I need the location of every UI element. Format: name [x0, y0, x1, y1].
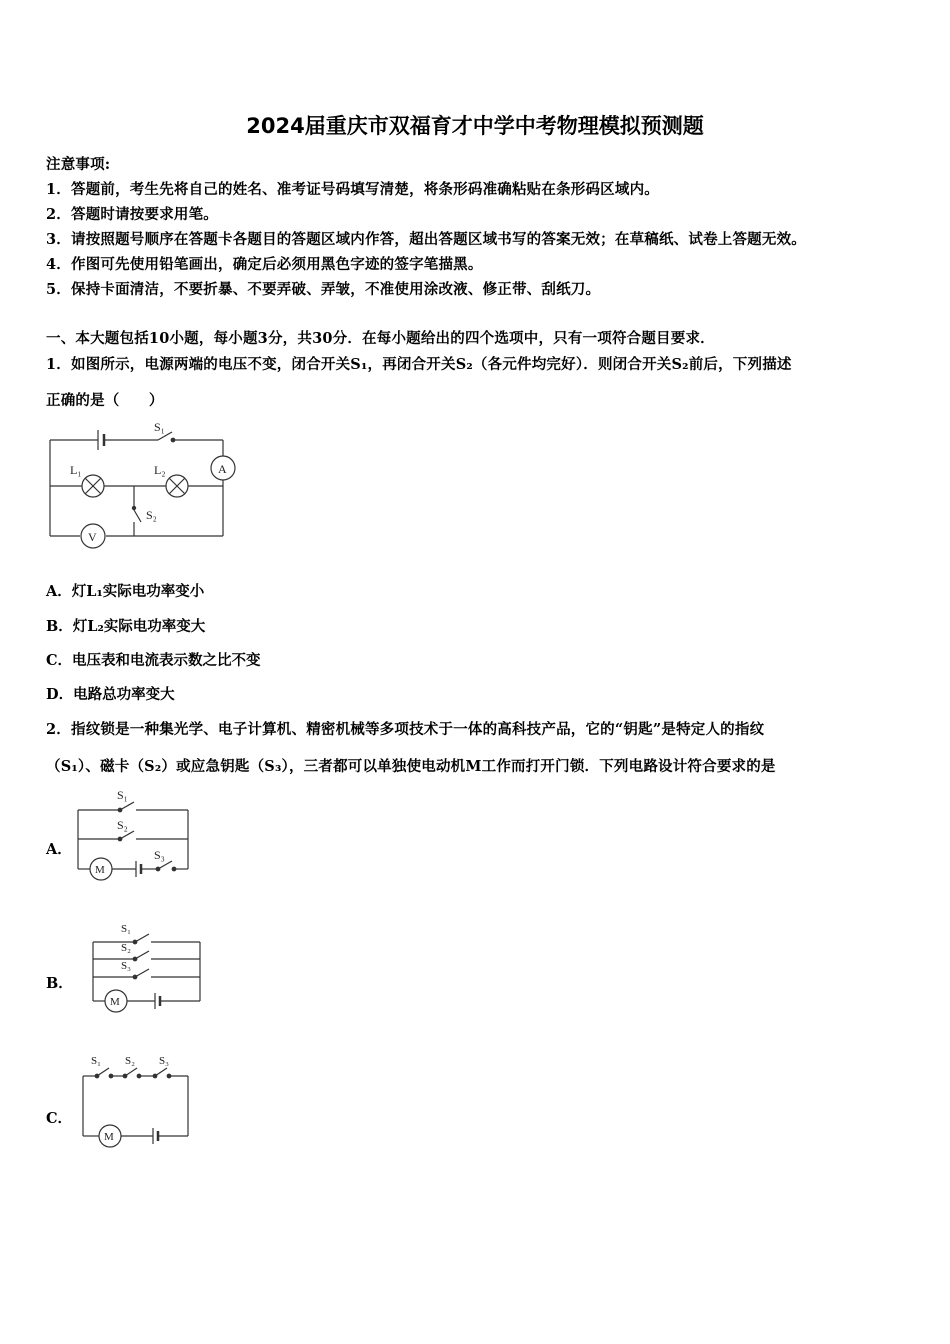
motor-icon: M	[110, 996, 120, 1008]
q2b-label-s1: S₁	[121, 923, 131, 935]
q2b-label-s2: S₂	[121, 942, 131, 954]
q2c-label-s1: S₁	[91, 1055, 101, 1067]
q2-stem-line1: 2．指纹锁是一种集光学、电子计算机、精密机械等多项技术于一体的高科技产品，它的“钥匙”是特定人的指纹	[46, 721, 765, 738]
q2-diagram-c	[75, 1050, 205, 1155]
note-item-5: 5．保持卡面清洁，不要折暴、不要弄破、弄皱，不准使用涂改液、修正带、刮纸刀。	[46, 281, 601, 298]
q2-diagram-a	[70, 783, 225, 888]
motor-icon: M	[104, 1131, 114, 1143]
q2a-label-s2: S₂	[117, 818, 128, 832]
q2c-label-s3: S₃	[159, 1055, 169, 1067]
q1-option-c[interactable]: C．电压表和电流表示数之比不变	[46, 652, 261, 669]
motor-icon: M	[95, 864, 105, 876]
q1-stem-line2: 正确的是（ ）	[46, 392, 164, 409]
q1-stem-line1: 1．如图所示，电源两端的电压不变，闭合开关S₁，再闭合开关S₂（各元件均完好）．则闭合开关S₂前后，下列描述	[46, 356, 792, 373]
q1-label-l2: L₂	[154, 463, 166, 477]
q2-stem-line2: （S₁）、磁卡（S₂）或应急钥匙（S₃），三者都可以单独使电动机M工作而打开门锁．下列电路设计符合要求的是	[46, 758, 776, 775]
q2a-label-s3: S₃	[154, 848, 165, 862]
notes-heading: 注意事项:	[46, 156, 111, 173]
q2-option-a[interactable]: A．	[46, 841, 72, 858]
note-item-3: 3．请按照题号顺序在答题卡各题目的答题区域内作答，超出答题区域书写的答案无效；在草稿纸、试卷上答题无效。	[46, 231, 806, 248]
q1-label-l1: L₁	[70, 463, 82, 477]
q1-option-a[interactable]: A．灯L₁实际电功率变小	[46, 583, 205, 600]
q2-diagram-b	[85, 918, 215, 1023]
note-item-1: 1．答题前，考生先将自己的姓名、准考证号码填写清楚，将条形码准确粘贴在条形码区域内。	[46, 181, 659, 198]
q2-option-c[interactable]: C．	[46, 1110, 73, 1127]
q1-option-d[interactable]: D．电路总功率变大	[46, 686, 175, 703]
q2b-label-s3: S₃	[121, 960, 131, 972]
ammeter-icon: A	[218, 462, 227, 476]
q1-label-s2: S₂	[146, 508, 157, 522]
section-heading: 一、本大题包括10小题，每小题3分，共30分．在每小题给出的四个选项中，只有一项符合题目要求．	[46, 330, 715, 347]
note-item-4: 4．作图可先使用铅笔画出，确定后必须用黑色字迹的签字笔描黑。	[46, 256, 483, 273]
voltmeter-icon: V	[88, 530, 97, 544]
q2a-label-s1: S₁	[117, 788, 128, 802]
q1-label-s1: S₁	[154, 420, 165, 434]
page-title: 2024届重庆市双福育才中学中考物理模拟预测题	[246, 114, 704, 138]
q2-option-b[interactable]: B．	[46, 975, 73, 992]
note-item-2: 2．答题时请按要求用笔。	[46, 206, 218, 223]
q1-option-b[interactable]: B．灯L₂实际电功率变大	[46, 618, 206, 635]
q2c-label-s2: S₂	[125, 1055, 135, 1067]
q1-circuit-diagram	[40, 418, 250, 558]
